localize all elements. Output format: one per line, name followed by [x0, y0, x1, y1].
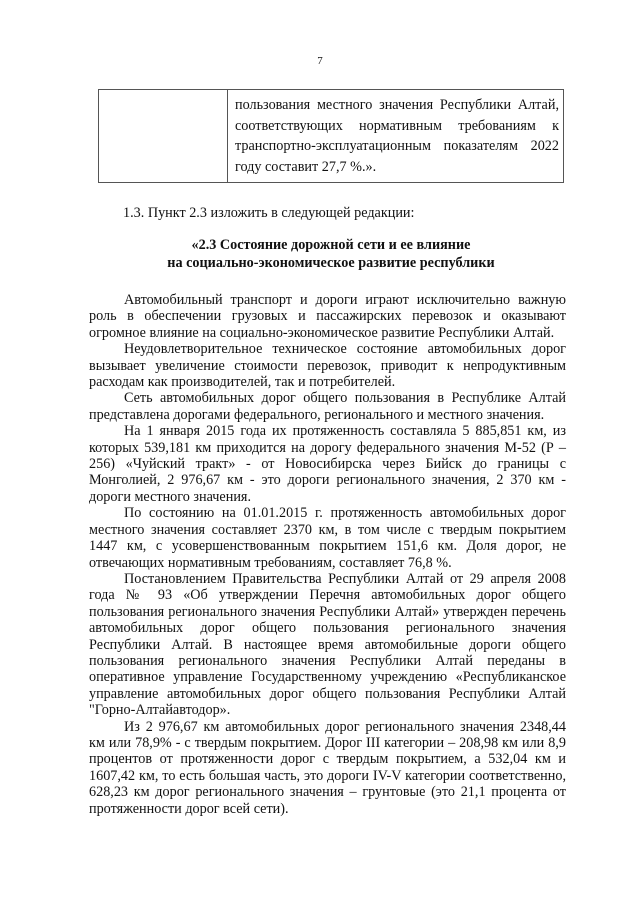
- paragraph: Сеть автомобильных дорог общего пользования в Республике Алтай представлена дорогами федерального, регионального и местного значения.: [89, 390, 566, 423]
- section-heading: [98, 236, 564, 272]
- table-cell-text: пользования местного значения Республики Алтай, соответствующих нормативным требованиям к транспортно-эксплуатационным показателям 2022 году составит 27,7 %.».: [235, 97, 559, 175]
- paragraph: На 1 января 2015 года их протяженность составляла 5 885,851 км, из которых 539,181 км приходится на дорогу федерального значения М-52 (Р – 256) «Чуйский тракт» - от Новосибирска через Бийск до границы с Монголией, 2 976,67 км - это дороги регионального значения, 2 370 км - дороги местного значения.: [89, 423, 566, 505]
- page-number: 7: [317, 55, 323, 67]
- section-body: [89, 292, 566, 817]
- section-heading-line-2: на социально-экономическое развитие республики: [167, 255, 495, 271]
- section-heading-line-1: «2.3 Состояние дорожной сети и ее влияние: [191, 237, 471, 253]
- paragraph: Автомобильный транспорт и дороги играют исключительно важную роль в обеспечении грузовых и пассажирских перевозок и оказывают огромное влияние на социально-экономическое развитие Республики Алтай.: [89, 292, 566, 341]
- paragraph: Неудовлетворительное техническое состояние автомобильных дорог вызывает увеличение стоимости перевозок, приводит к непродуктивным расходам как производителей, так и потребителей.: [89, 341, 566, 391]
- continued-table: [98, 89, 564, 183]
- table-cell-empty: [99, 90, 228, 182]
- paragraph: По состоянию на 01.01.2015 г. протяженность автомобильных дорог местного значения составляет 2370 км, в том числе с твердым покрытием 1447 км, с усовершенствованным покрытием 151,6 км. Доля дорог, не отвечающих нормативным требованиям, составляет 76,8 %.: [89, 505, 566, 571]
- paragraph: Из 2 976,67 км автомобильных дорог регионального значения 2348,44 км или 78,9% - с твердым покрытием. Дорог III категории – 208,98 км или 8,9 процентов от протяженности дорог с твердым покрытием, а 532,04 км и 1607,42 км, то есть большая часть, это дороги IV-V категории соответственно, 628,23 км дорог регионального значения – грунтовые (это 21,1 процента от протяженности дорог всей сети).: [89, 718, 566, 817]
- paragraph: Постановлением Правительства Республики Алтай от 29 апреля 2008 года № 93 «Об утверждении Перечня автомобильных дорог общего пользования регионального значения Республики Алтай» утвержден перечень автомобильных дорог общего пользования регионального значения Республики Алтай. В настоящее время автомобильные дороги общего пользования регионального значения Республики Алтай переданы в оперативное управление Государственному учреждению «Республиканское управление автомобильных дорог общего пользования Республики Алтай "Горно-Алтайавтодор».: [89, 570, 566, 719]
- amendment-instruction: 1.3. Пункт 2.3 изложить в следующей редакции:: [123, 205, 415, 221]
